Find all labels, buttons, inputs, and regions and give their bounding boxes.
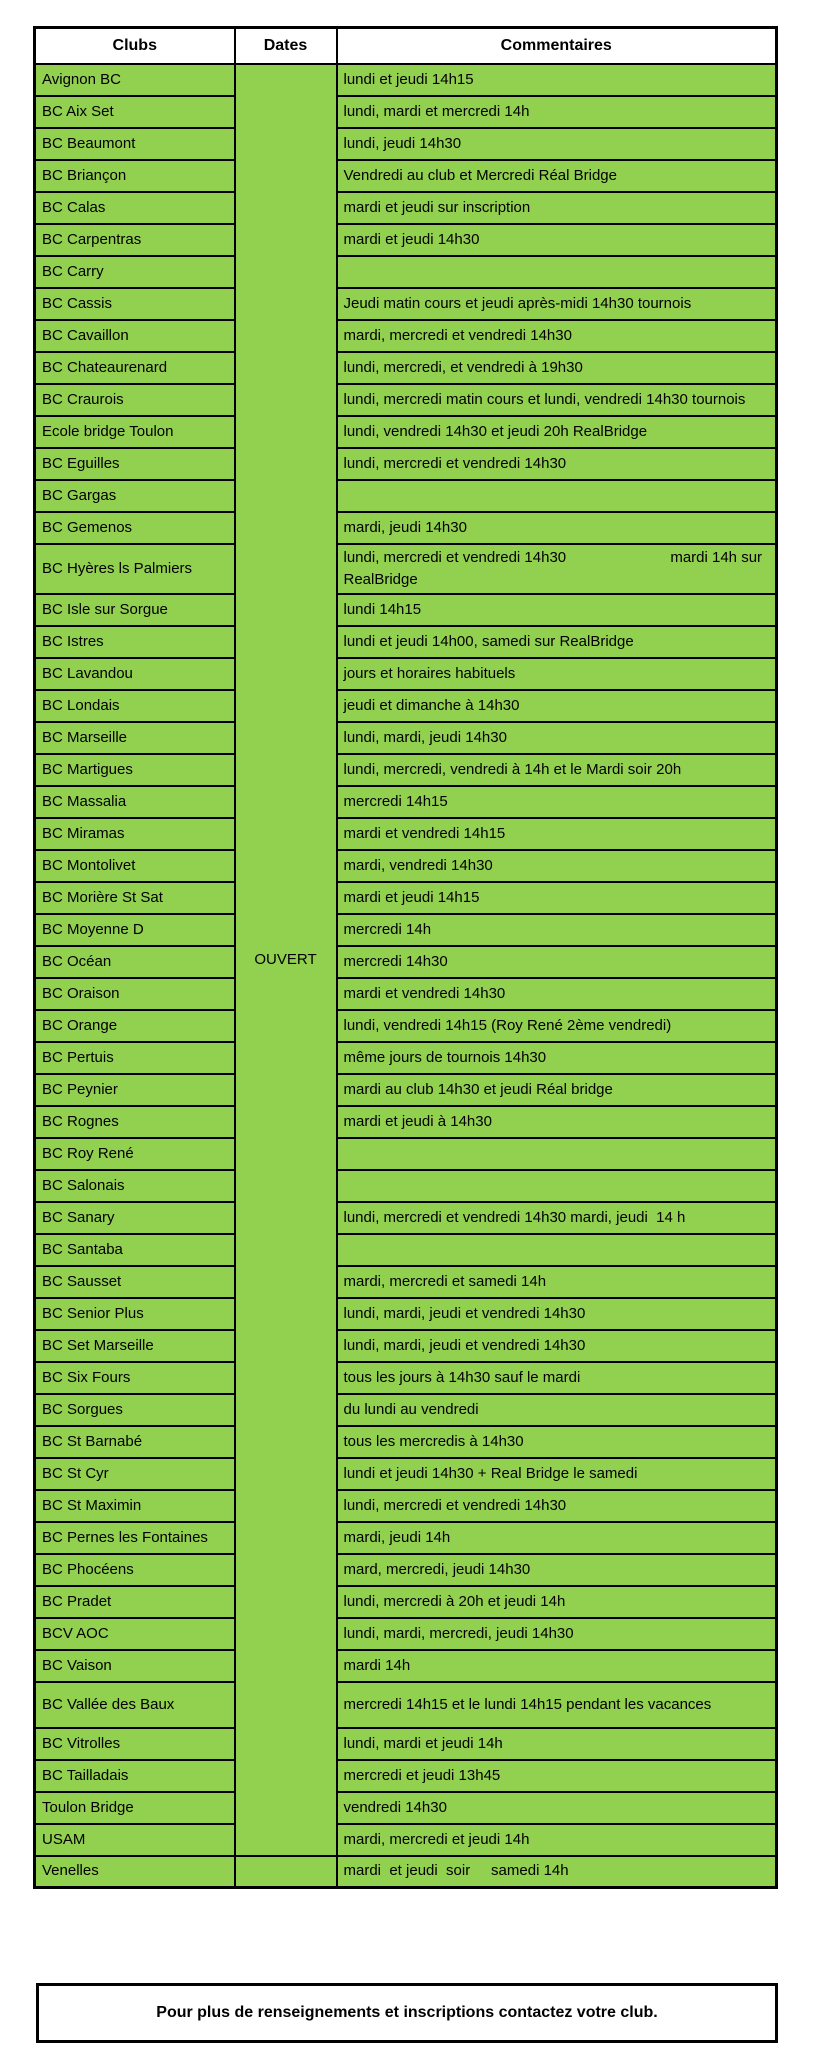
comment-cell: lundi, mercredi, vendredi à 14h et le Mardi soir 20h — [337, 754, 777, 786]
comment-cell: lundi, vendredi 14h15 (Roy René 2ème vendredi) — [337, 1010, 777, 1042]
comment-cell: mardi, mercredi et samedi 14h — [337, 1266, 777, 1298]
table-row — [35, 512, 777, 544]
header-dates: Dates — [235, 28, 337, 65]
table-row — [35, 1042, 777, 1074]
table-row — [35, 256, 777, 288]
comment-cell — [337, 1234, 777, 1266]
table-row — [35, 594, 777, 626]
comment-cell: Vendredi au club et Mercredi Réal Bridge — [337, 160, 777, 192]
club-name-cell: BC Chateaurenard — [35, 352, 235, 384]
comment-cell: lundi, mercredi à 20h et jeudi 14h — [337, 1586, 777, 1618]
club-name-cell: BC Beaumont — [35, 128, 235, 160]
table-row — [35, 1650, 777, 1682]
club-name-cell: BC Marseille — [35, 722, 235, 754]
comment-cell: mardi et vendredi 14h30 — [337, 978, 777, 1010]
club-name-cell: BC Gemenos — [35, 512, 235, 544]
club-name-cell: BC Oraison — [35, 978, 235, 1010]
comment-cell: mardi, vendredi 14h30 — [337, 850, 777, 882]
club-name-cell: BC Miramas — [35, 818, 235, 850]
comment-cell: lundi, mercredi et vendredi 14h30 mardi 14h sur RealBridge — [337, 544, 777, 594]
club-name-cell: BC Martigues — [35, 754, 235, 786]
comment-cell: mardi, jeudi 14h — [337, 1522, 777, 1554]
club-name-cell: BC Briançon — [35, 160, 235, 192]
club-name-cell: BC Sausset — [35, 1266, 235, 1298]
table-row — [35, 722, 777, 754]
club-name-cell: BC Phocéens — [35, 1554, 235, 1586]
table-row — [35, 1394, 777, 1426]
table-row — [35, 1728, 777, 1760]
club-name-cell: Avignon BC — [35, 64, 235, 96]
club-name-cell: BC Peynier — [35, 1074, 235, 1106]
footer-note-box — [36, 1983, 778, 2043]
table-row — [35, 1458, 777, 1490]
club-name-cell: BC Pertuis — [35, 1042, 235, 1074]
table-row — [35, 128, 777, 160]
comment-cell: lundi et jeudi 14h00, samedi sur RealBridge — [337, 626, 777, 658]
table-row — [35, 384, 777, 416]
club-name-cell: BC Sorgues — [35, 1394, 235, 1426]
comment-cell: lundi, mercredi et vendredi 14h30 — [337, 1490, 777, 1522]
club-name-cell: BC Londais — [35, 690, 235, 722]
club-name-cell: BC Santaba — [35, 1234, 235, 1266]
club-name-cell: BC Orange — [35, 1010, 235, 1042]
club-name-cell: BC Six Fours — [35, 1362, 235, 1394]
table-row — [35, 658, 777, 690]
comment-cell: mercredi 14h15 et le lundi 14h15 pendant les vacances — [337, 1682, 777, 1728]
table-row — [35, 448, 777, 480]
comment-cell: mardi, jeudi 14h30 — [337, 512, 777, 544]
club-name-cell: BC Istres — [35, 626, 235, 658]
clubs-schedule-table-wrap — [33, 26, 775, 1889]
table-row — [35, 1586, 777, 1618]
comment-cell: lundi, mardi, jeudi et vendredi 14h30 — [337, 1330, 777, 1362]
club-name-cell: BC Tailladais — [35, 1760, 235, 1792]
dates-merged-cell: OUVERT — [235, 64, 337, 1856]
table-row — [35, 96, 777, 128]
club-name-cell: Ecole bridge Toulon — [35, 416, 235, 448]
table-row — [35, 1266, 777, 1298]
club-name-cell: BC Pradet — [35, 1586, 235, 1618]
table-row — [35, 1106, 777, 1138]
table-row — [35, 1618, 777, 1650]
footer-note-text: Pour plus de renseignements et inscriptions contactez votre club. — [156, 2004, 658, 2021]
comment-cell: lundi, mercredi matin cours et lundi, vendredi 14h30 tournois — [337, 384, 777, 416]
comment-cell: lundi, mardi, jeudi et vendredi 14h30 — [337, 1298, 777, 1330]
table-row — [35, 64, 777, 96]
club-name-cell: BC Aix Set — [35, 96, 235, 128]
table-row — [35, 818, 777, 850]
comment-cell: mardi, mercredi et jeudi 14h — [337, 1824, 777, 1856]
comment-cell: tous les jours à 14h30 sauf le mardi — [337, 1362, 777, 1394]
table-row — [35, 786, 777, 818]
table-row — [35, 882, 777, 914]
comment-cell: lundi, mardi et jeudi 14h — [337, 1728, 777, 1760]
table-row — [35, 1010, 777, 1042]
club-name-cell: BC Carry — [35, 256, 235, 288]
club-name-cell: BC Vitrolles — [35, 1728, 235, 1760]
comment-cell: mardi et vendredi 14h15 — [337, 818, 777, 850]
table-row — [35, 1138, 777, 1170]
comment-cell: mercredi 14h30 — [337, 946, 777, 978]
comment-cell — [337, 1138, 777, 1170]
club-name-cell: Venelles — [35, 1856, 235, 1888]
table-row — [35, 480, 777, 512]
table-row — [35, 914, 777, 946]
comment-cell: mercredi 14h15 — [337, 786, 777, 818]
comment-cell: lundi, mardi, mercredi, jeudi 14h30 — [337, 1618, 777, 1650]
table-row — [35, 1074, 777, 1106]
table-row — [35, 690, 777, 722]
club-name-cell: BC Rognes — [35, 1106, 235, 1138]
table-row — [35, 1202, 777, 1234]
table-row — [35, 544, 777, 594]
comment-cell — [337, 480, 777, 512]
comment-cell: lundi 14h15 — [337, 594, 777, 626]
comment-cell: mardi et jeudi sur inscription — [337, 192, 777, 224]
table-row — [35, 626, 777, 658]
club-name-cell: BC Cavaillon — [35, 320, 235, 352]
table-row-venelles — [35, 1856, 777, 1888]
comment-cell: lundi et jeudi 14h30 + Real Bridge le samedi — [337, 1458, 777, 1490]
comment-cell: du lundi au vendredi — [337, 1394, 777, 1426]
comment-cell: tous les mercredis à 14h30 — [337, 1426, 777, 1458]
table-row — [35, 1298, 777, 1330]
club-name-cell: BC Pernes les Fontaines — [35, 1522, 235, 1554]
comment-cell: lundi, mercredi, et vendredi à 19h30 — [337, 352, 777, 384]
club-name-cell: USAM — [35, 1824, 235, 1856]
comment-cell: lundi, vendredi 14h30 et jeudi 20h RealBridge — [337, 416, 777, 448]
table-row — [35, 1490, 777, 1522]
header-row — [35, 28, 777, 65]
table-row — [35, 1170, 777, 1202]
header-clubs: Clubs — [35, 28, 235, 65]
table-row — [35, 1792, 777, 1824]
club-name-cell: BC Cassis — [35, 288, 235, 320]
club-name-cell: BC Morière St Sat — [35, 882, 235, 914]
table-row — [35, 754, 777, 786]
table-row — [35, 1554, 777, 1586]
club-name-cell: BC Montolivet — [35, 850, 235, 882]
club-name-cell: BC St Cyr — [35, 1458, 235, 1490]
comment-cell: Jeudi matin cours et jeudi après-midi 14h30 tournois — [337, 288, 777, 320]
table-row — [35, 1682, 777, 1728]
header-commentaires: Commentaires — [337, 28, 777, 65]
comment-cell: lundi, mardi, jeudi 14h30 — [337, 722, 777, 754]
club-name-cell: BC Isle sur Sorgue — [35, 594, 235, 626]
comment-cell: lundi, mercredi et vendredi 14h30 — [337, 448, 777, 480]
comment-cell: lundi et jeudi 14h15 — [337, 64, 777, 96]
comment-cell: mardi, mercredi et vendredi 14h30 — [337, 320, 777, 352]
comment-cell: mercredi et jeudi 13h45 — [337, 1760, 777, 1792]
club-name-cell: BC Gargas — [35, 480, 235, 512]
club-name-cell: BC Carpentras — [35, 224, 235, 256]
comment-cell: lundi, mercredi et vendredi 14h30 mardi, jeudi 14 h — [337, 1202, 777, 1234]
comment-cell: mard, mercredi, jeudi 14h30 — [337, 1554, 777, 1586]
table-row — [35, 1760, 777, 1792]
table-row — [35, 192, 777, 224]
table-row — [35, 946, 777, 978]
comment-cell — [337, 1170, 777, 1202]
club-name-cell: BC Vallée des Baux — [35, 1682, 235, 1728]
table-row — [35, 224, 777, 256]
table-row — [35, 1234, 777, 1266]
table-row — [35, 1824, 777, 1856]
comment-cell: jours et horaires habituels — [337, 658, 777, 690]
club-name-cell: BC Hyères ls Palmiers — [35, 544, 235, 594]
comment-cell: mardi au club 14h30 et jeudi Réal bridge — [337, 1074, 777, 1106]
club-name-cell: BC Vaison — [35, 1650, 235, 1682]
table-row — [35, 416, 777, 448]
club-name-cell: BC Set Marseille — [35, 1330, 235, 1362]
table-row — [35, 288, 777, 320]
club-name-cell: BC Lavandou — [35, 658, 235, 690]
clubs-schedule-table — [33, 26, 778, 1889]
comment-cell: mercredi 14h — [337, 914, 777, 946]
table-row — [35, 978, 777, 1010]
comment-cell: lundi, mardi et mercredi 14h — [337, 96, 777, 128]
club-name-cell: BCV AOC — [35, 1618, 235, 1650]
table-row — [35, 1330, 777, 1362]
table-row — [35, 320, 777, 352]
comment-cell: jeudi et dimanche à 14h30 — [337, 690, 777, 722]
comment-cell: mardi et jeudi soir samedi 14h — [337, 1856, 777, 1888]
comment-cell: mardi et jeudi 14h15 — [337, 882, 777, 914]
club-name-cell: BC Sanary — [35, 1202, 235, 1234]
club-name-cell: BC Senior Plus — [35, 1298, 235, 1330]
club-name-cell: BC Roy René — [35, 1138, 235, 1170]
comment-cell — [337, 256, 777, 288]
club-name-cell: BC Salonais — [35, 1170, 235, 1202]
club-name-cell: BC St Maximin — [35, 1490, 235, 1522]
club-name-cell: BC Moyenne D — [35, 914, 235, 946]
club-name-cell: BC Océan — [35, 946, 235, 978]
table-row — [35, 352, 777, 384]
table-row — [35, 1426, 777, 1458]
club-name-cell: Toulon Bridge — [35, 1792, 235, 1824]
comment-cell: lundi, jeudi 14h30 — [337, 128, 777, 160]
dates-cell-venelles — [235, 1856, 337, 1888]
comment-cell: même jours de tournois 14h30 — [337, 1042, 777, 1074]
comment-cell: mardi et jeudi 14h30 — [337, 224, 777, 256]
table-row — [35, 1362, 777, 1394]
club-name-cell: BC Eguilles — [35, 448, 235, 480]
comment-cell: mardi 14h — [337, 1650, 777, 1682]
table-body — [35, 64, 777, 1888]
club-name-cell: BC Calas — [35, 192, 235, 224]
table-row — [35, 1522, 777, 1554]
comment-cell: vendredi 14h30 — [337, 1792, 777, 1824]
club-name-cell: BC Massalia — [35, 786, 235, 818]
table-row — [35, 850, 777, 882]
table-row — [35, 160, 777, 192]
comment-cell: mardi et jeudi à 14h30 — [337, 1106, 777, 1138]
club-name-cell: BC St Barnabé — [35, 1426, 235, 1458]
club-name-cell: BC Craurois — [35, 384, 235, 416]
